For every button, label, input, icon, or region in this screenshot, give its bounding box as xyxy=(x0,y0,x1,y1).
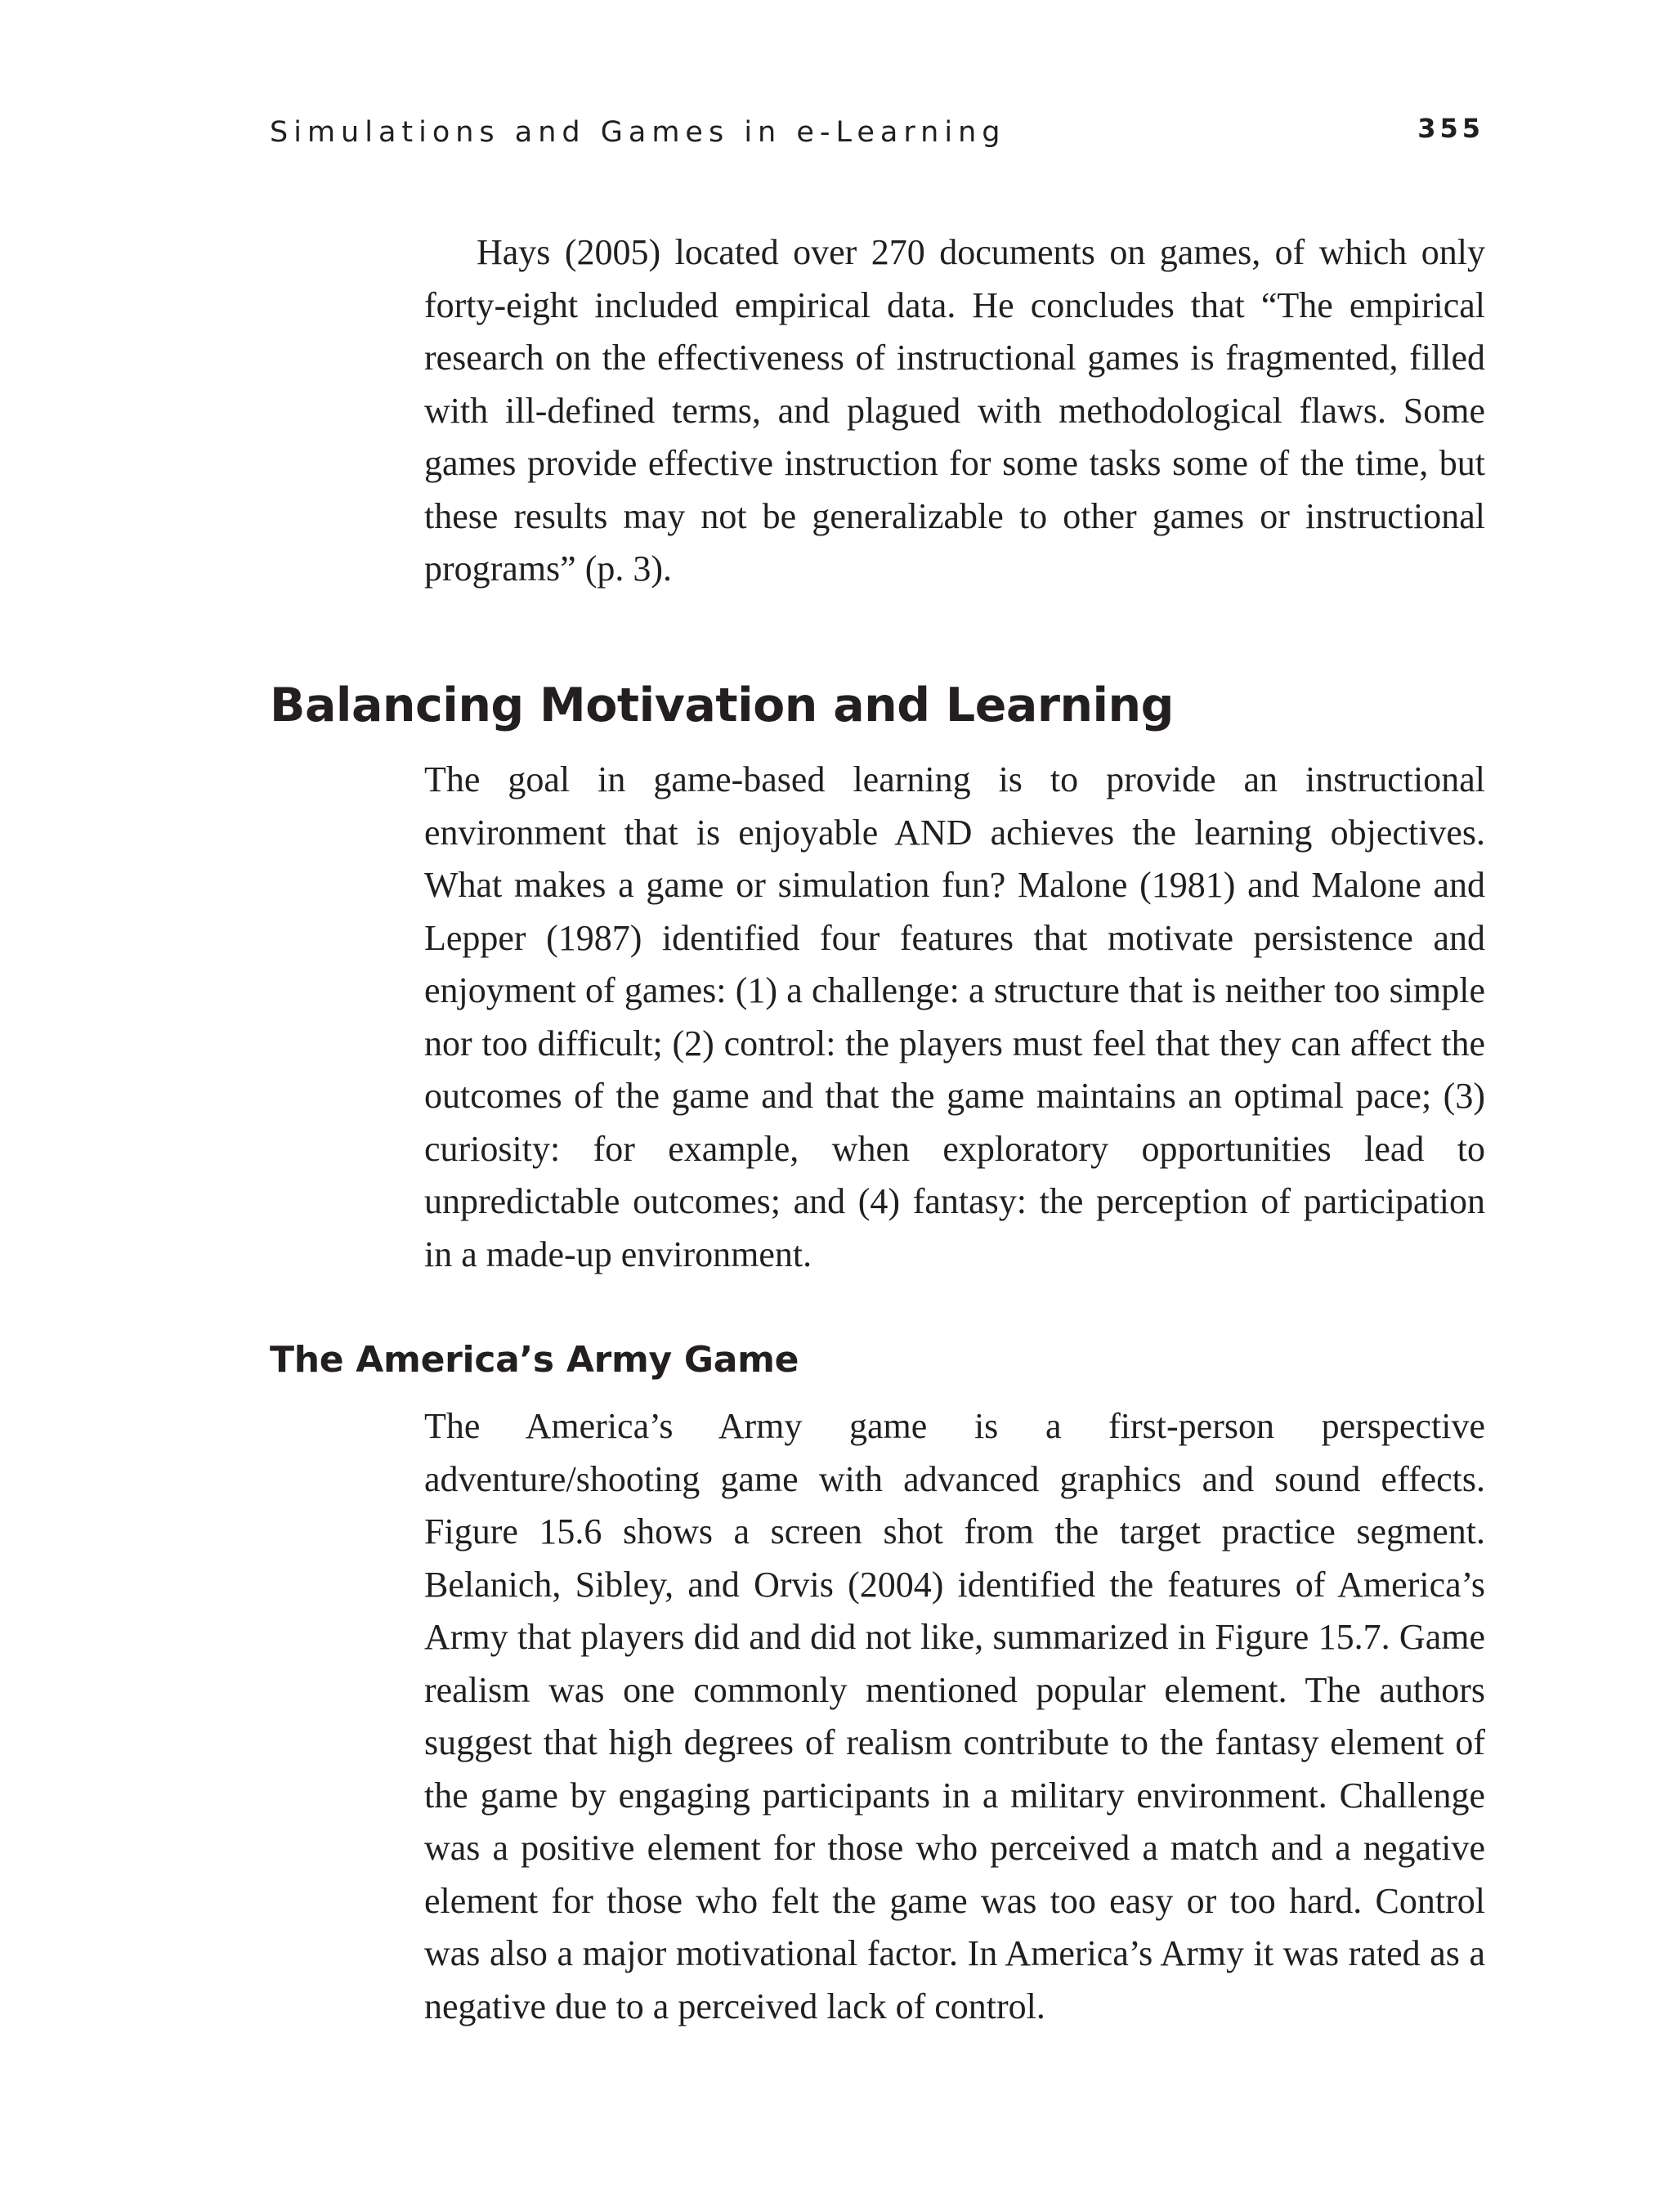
body-paragraph-hays: Hays (2005) located over 270 documents on games, of which only forty-eight included empirical data. He concludes that “The empirical research on the effectiveness of instructional games is fragmented, filled with ill-defined terms, and plagued with methodological flaws. Some games provide effective instruction for some tasks some of the time, but these results may not be generalizable to other games or instructional programs” (p. 3). xyxy=(424,232,1485,589)
body-paragraph-americas-army: The America’s Army game is a first-person perspective adventure/shooting game with advanced graphics and sound effects. Figure 15.6 shows a screen shot from the target practice segment. Belanich, Sibley, and Orvis (2004) identified the features of America’s Army that players did and did not like, summarized in Figure 15.7. Game realism was one commonly mentioned popular element. The authors suggest that high degrees of realism contribute to the fantasy element of the game by engaging participants in a military environment. Challenge was a positive element for those who perceived a match and a negative element for those who felt the game was too easy or too hard. Control was also a major motivational factor. In America’s Army it was rated as a negative due to a perceived lack of control. xyxy=(424,1406,1485,2026)
page-number: 355 xyxy=(1417,113,1484,144)
subsection-heading: The America’s Army Game xyxy=(270,1339,799,1381)
body-paragraph-motivation: The goal in game-based learning is to provide an instructional environment that is enjoyable AND achieves the learning objectives. What makes a game or simulation fun? Malone (1981) and Malone and Lepper (1987) identified four features that motivate persistence and enjoyment of games: (1) a challenge: a structure that is neither too simple nor too difficult; (2) control: the players must feel that they can affect the outcomes of the game and that the game maintains an optimal pace; (3) curiosity: for example, when exploratory opportunities lead to unpredictable outcomes; and (4) fantasy: the perception of participation in a made-up environment. xyxy=(424,759,1485,1274)
section-heading: Balancing Motivation and Learning xyxy=(270,678,1174,732)
running-head: Simulations and Games in e-Learning xyxy=(270,116,1006,149)
